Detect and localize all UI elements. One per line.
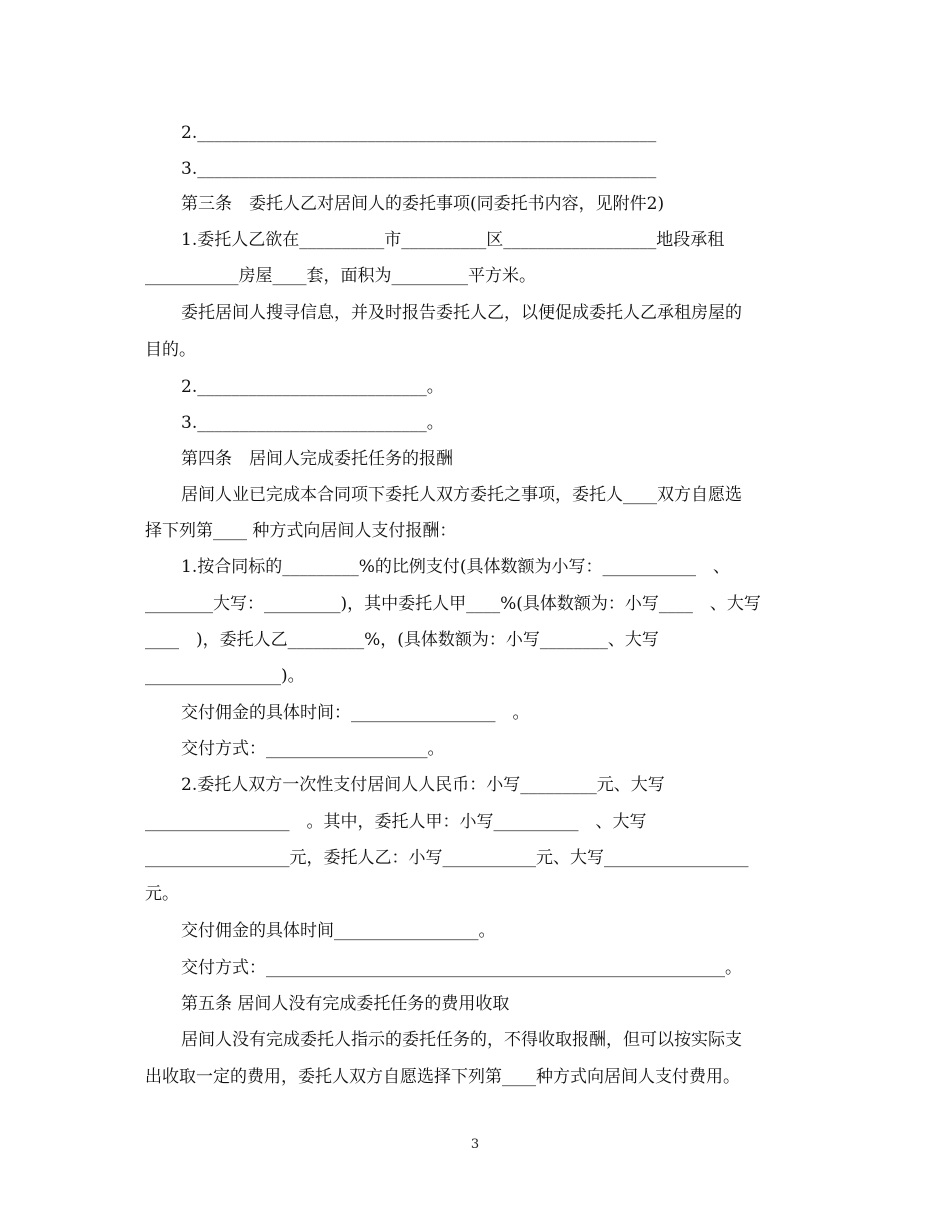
- paragraph-line: 目的。: [145, 340, 196, 360]
- paragraph-line: 委托居间人搜寻信息，并及时报告委托人乙，以便促成委托人乙承租房屋的: [181, 303, 742, 323]
- paragraph-line: 1.按合同标的_________%的比例支付(具体数额为小写：___________ 、: [181, 557, 731, 577]
- paragraph-line: 交付方式：___________________。: [181, 739, 445, 759]
- paragraph-line: 居间人业已完成本合同项下委托人双方委托之事项，委托人____双方自愿选: [181, 485, 742, 505]
- clause-item-3: 3.___________________________。: [181, 413, 444, 433]
- paragraph-line: ________________)。: [145, 666, 305, 686]
- paragraph-line: 2.委托人双方一次性支付居间人人民币：小写_________元、大写: [181, 775, 665, 795]
- page-number: 3: [470, 1137, 480, 1152]
- paragraph-line: 交付佣金的具体时间：_________________ 。: [181, 703, 530, 723]
- clause-item-2: 2.______________________________________________________: [181, 123, 657, 143]
- clause-item-2: 2.___________________________。: [181, 377, 444, 397]
- article-3-heading: 第三条 委托人乙对居间人的委托事项(同委托书内容，见附件2): [181, 194, 665, 214]
- paragraph-line: 元。: [145, 884, 179, 904]
- paragraph-line: 交付佣金的具体时间_________________。: [181, 921, 496, 941]
- paragraph-line: _________________ 。其中，委托人甲：小写__________ 、大写: [145, 812, 647, 832]
- paragraph-line: ____ )，委托人乙_________%，(具体数额为：小写________、大写: [145, 630, 659, 650]
- paragraph-line: 1.委托人乙欲在__________市__________区__________________地段承租: [181, 230, 725, 250]
- paragraph-line: 出收取一定的费用，委托人双方自愿选择下列第____种方式向居间人支付费用。: [145, 1067, 740, 1087]
- paragraph-line: ________大写：_________)，其中委托人甲____%(具体数额为：小写____ 、大写: [145, 594, 761, 614]
- article-4-heading: 第四条 居间人完成委托任务的报酬: [181, 449, 453, 469]
- paragraph-line: ___________房屋____套，面积为_________平方米。: [145, 266, 536, 286]
- article-5-heading: 第五条 居间人没有完成委托任务的费用收取: [181, 994, 510, 1014]
- paragraph-line: _________________元，委托人乙：小写___________元、大写_________________: [145, 848, 749, 868]
- paragraph-line: 交付方式：______________________________________________________。: [181, 958, 742, 978]
- paragraph-line: 择下列第____ 种方式向居间人支付报酬：: [145, 521, 457, 541]
- paragraph-line: 居间人没有完成委托人指示的委托任务的，不得收取报酬，但可以按实际支: [181, 1030, 742, 1050]
- clause-item-3: 3.______________________________________________________: [181, 159, 657, 179]
